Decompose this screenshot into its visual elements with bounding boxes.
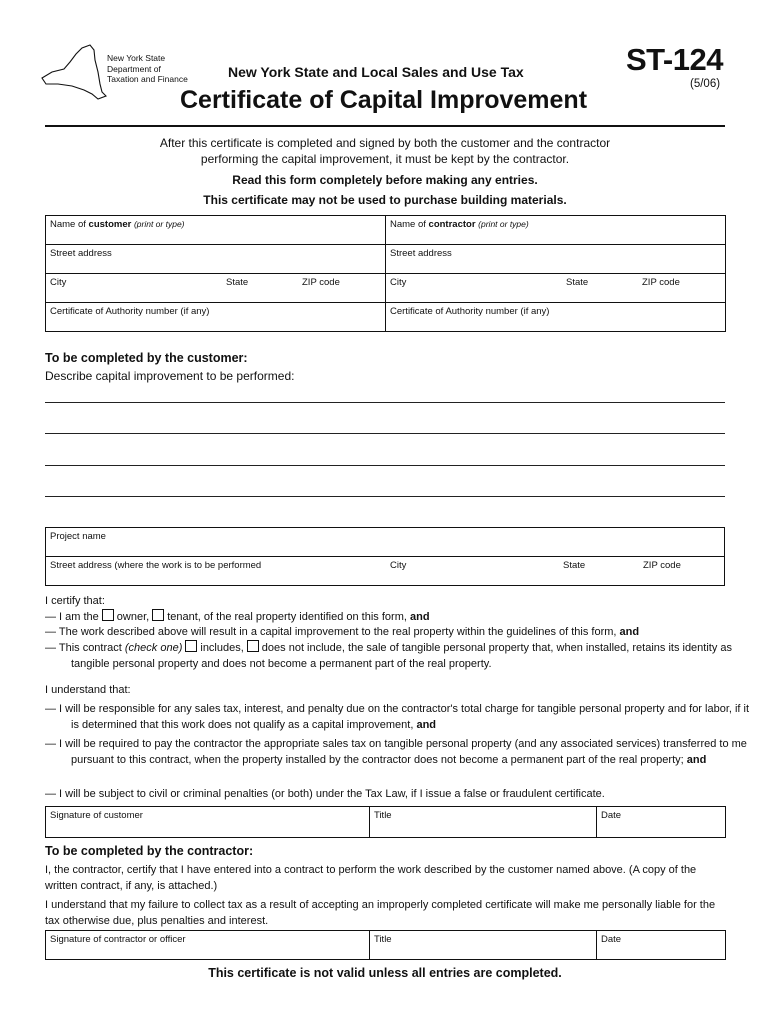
intro-line-1: After this certificate is completed and signed by both the customer and the contractor [159,136,611,150]
contractor-authority-field[interactable]: Certificate of Authority number (if any) [386,303,726,332]
validity-footer: This certificate is not valid unless all entries are completed. [208,966,562,980]
describe-line-3[interactable] [45,465,725,466]
contractor-signature-table [45,930,726,960]
contractor-date-field[interactable]: Date [597,931,726,960]
certify-label: I certify that: [45,595,105,607]
customer-signature-field[interactable]: Signature of customer [46,807,370,838]
parties-table [45,215,726,332]
describe-line-1[interactable] [45,402,725,403]
customer-street-field[interactable]: Street address [46,245,386,274]
form-number: ST-124 [626,42,723,77]
certify-item-capital-improvement: — The work described above will result in a capital improvement to the real property within the guidelines of this form, and [45,626,640,638]
describe-line-4[interactable] [45,496,725,497]
includes-checkbox[interactable] [185,640,197,652]
form-title: Certificate of Capital Improvement [180,86,588,114]
owner-checkbox[interactable] [102,609,114,621]
understand-item-2: — I will be required to pay the contractor the appropriate sales tax on tangible personal property (and any associated services) transferred to me pursuant to this contract, when the property installed by the contractor does not become a permanent part of the real property; and [45,738,747,766]
customer-section-header: To be completed by the customer: [45,351,248,365]
describe-line-2[interactable] [45,433,725,434]
customer-name-field[interactable]: Name of customer (print or type) [46,216,386,245]
understand-label: I understand that: [45,684,131,696]
tenant-checkbox[interactable] [152,609,164,621]
contractor-name-field[interactable]: Name of contractor (print or type) [386,216,726,245]
contractor-section-header: To be completed by the contractor: [45,844,254,858]
does-not-include-checkbox[interactable] [247,640,259,652]
certify-item-owner-tenant: — I am the owner, tenant, of the real property identified on this form, and [45,611,430,623]
project-name-field[interactable]: Project name [46,528,725,557]
agency-name: New York State Department of Taxation and Finance [107,53,188,84]
customer-city-state-zip-field[interactable]: City State ZIP code [46,274,386,303]
contractor-paragraph-2: I understand that my failure to collect tax as a result of accepting an improperly completed certificate will make me personally liable for the tax otherwise due, plus penalties and interest. [45,899,716,927]
intro-line-2: performing the capital improvement, it must be kept by the contractor. [200,152,570,166]
contractor-title-field[interactable]: Title [370,931,597,960]
understand-item-1: — I will be responsible for any sales tax, interest, and penalty due on the contractor's total charge for tangible personal property and for labor, if it is determined that this work does not qualify as a capital improvement, and [45,703,750,731]
intro-notice-2: This certificate may not be used to purchase building materials. [203,193,567,207]
contractor-street-field[interactable]: Street address [386,245,726,274]
contractor-city-state-zip-field[interactable]: City State ZIP code [386,274,726,303]
new-york-state-map-logo [40,42,108,102]
describe-label: Describe capital improvement to be performed: [45,369,295,383]
contractor-paragraph-1: I, the contractor, certify that I have entered into a contract to perform the work described by the customer named above. (A copy of the written contract, if any, is attached.) [45,864,697,892]
form-revision: (5/06) [690,78,721,90]
understand-item-3: — I will be subject to civil or criminal penalties (or both) under the Tax Law, if I issue a false or fraudulent certificate. [45,788,605,800]
header-rule [45,125,725,127]
contractor-signature-field[interactable]: Signature of contractor or officer [46,931,370,960]
work-address-field[interactable]: Street address (where the work is to be performed City State ZIP code [46,557,725,586]
customer-date-field[interactable]: Date [597,807,726,838]
project-table [45,527,725,586]
customer-authority-field[interactable]: Certificate of Authority number (if any) [46,303,386,332]
customer-title-field[interactable]: Title [370,807,597,838]
intro-notice-1: Read this form completely before making any entries. [232,173,538,187]
form-heading: New York State and Local Sales and Use Tax [228,64,524,80]
customer-signature-table [45,806,726,838]
certify-item-contract: — This contract (check one) includes, does not include, the sale of tangible personal property that, when installed, retains its identity as tangible personal property and does not become a permanent part of the real property. [45,642,733,670]
